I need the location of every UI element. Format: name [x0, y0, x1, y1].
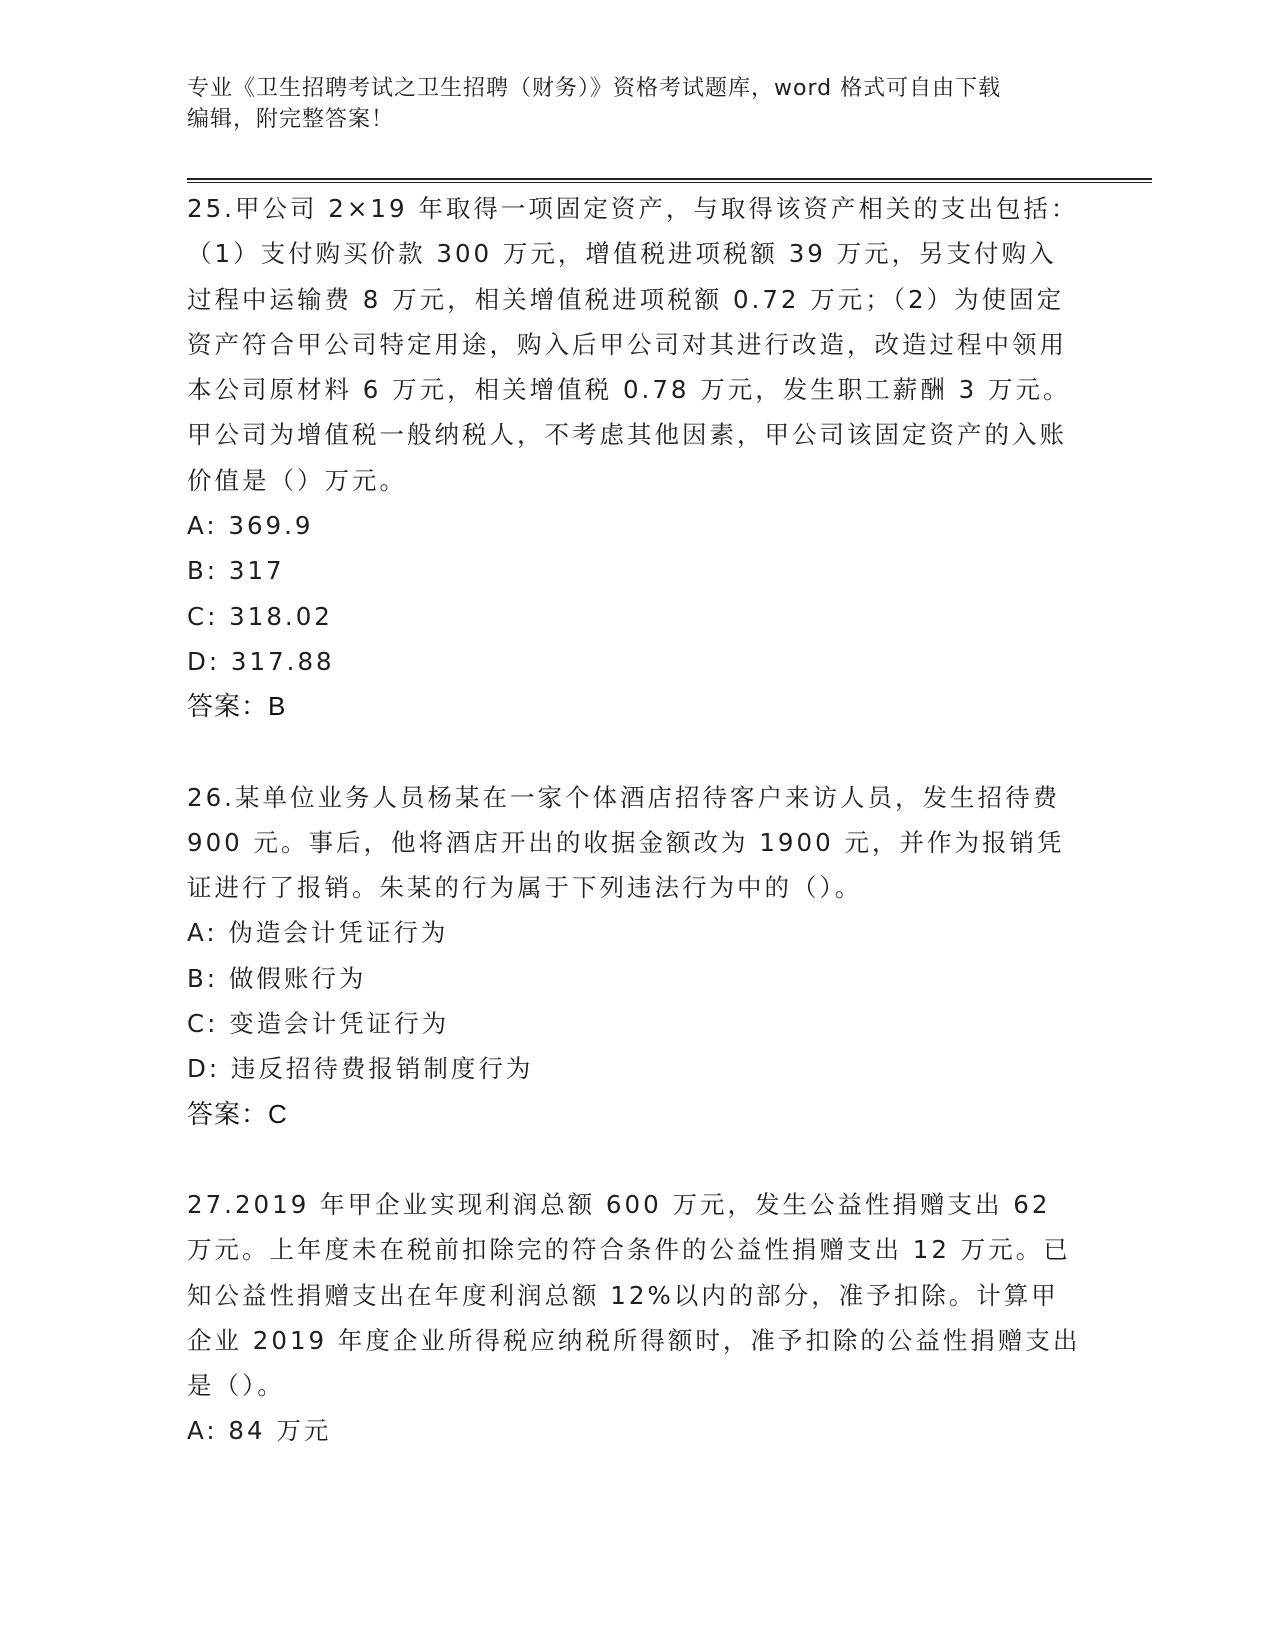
option-d: D: 违反招待费报销制度行为 [187, 1054, 534, 1084]
header-divider-thin [187, 182, 1152, 183]
header-line-1: 专业《卫生招聘考试之卫生招聘（财务）》资格考试题库，word 格式可自由下载 [187, 76, 1002, 101]
question-text: 25.甲公司 2×19 年取得一项固定资产，与取得该资产相关的支出包括：（1）支付购买价款 300 万元，增值税进项税额 39 万元，另支付购入过程中运输费 8 万元，相关增值税进项税额 0.72 万元；（2）为使固定资产符合甲公司特定用途，购入后甲公司对其进行改造，改造过程中领用本公司原材料 6 万元，相关增值税 0.78 万元，发生职工薪酬 3 万元。甲公司为增值税一般纳税人，不考虑其他因素，甲公司该固定资产的入账价值是（）万元。 [187, 194, 1079, 495]
question-block [187, 186, 1082, 730]
option-b: B: 做假账行为 [187, 963, 367, 993]
question-text: 26.某单位业务人员杨某在一家个体酒店招待客户来访人员，发生招待费 900 元。事后，他将酒店开出的收据金额改为 1900 元，并作为报销凭证进行了报销。朱某的行为属于下列违法行为中的（）。 [187, 782, 1065, 903]
option-b: B: 317 [187, 556, 285, 586]
answer-label: 答案：C [187, 1098, 288, 1129]
option-a: A: 伪造会计凭证行为 [187, 918, 449, 948]
header-divider-thick [187, 178, 1152, 180]
header-line-2: 编辑，附完整答案！ [187, 107, 395, 132]
answer-label: 答案：B [187, 691, 287, 722]
option-c: C: 变造会计凭证行为 [187, 1009, 450, 1039]
question-block [187, 775, 1082, 1137]
option-a: A: 369.9 [187, 511, 314, 541]
question-spacer [187, 730, 1082, 775]
question-block [187, 1182, 1082, 1454]
document-header [187, 73, 1067, 135]
question-text: 27.2019 年甲企业实现利润总额 600 万元，发生公益性捐赠支出 62 万元。上年度未在税前扣除完的符合条件的公益性捐赠支出 12 万元。已知公益性捐赠支出在年度利润总额 12%以内的部分，准予扣除。计算甲企业 2019 年度企业所得税应纳税所得额时，准予扣除的公益性捐赠支出是（）。 [187, 1189, 1081, 1401]
option-d: D: 317.88 [187, 646, 335, 676]
question-list [187, 186, 1082, 1454]
question-spacer [187, 1137, 1082, 1182]
option-c: C: 318.02 [187, 601, 333, 631]
option-a: A: 84 万元 [187, 1416, 332, 1446]
